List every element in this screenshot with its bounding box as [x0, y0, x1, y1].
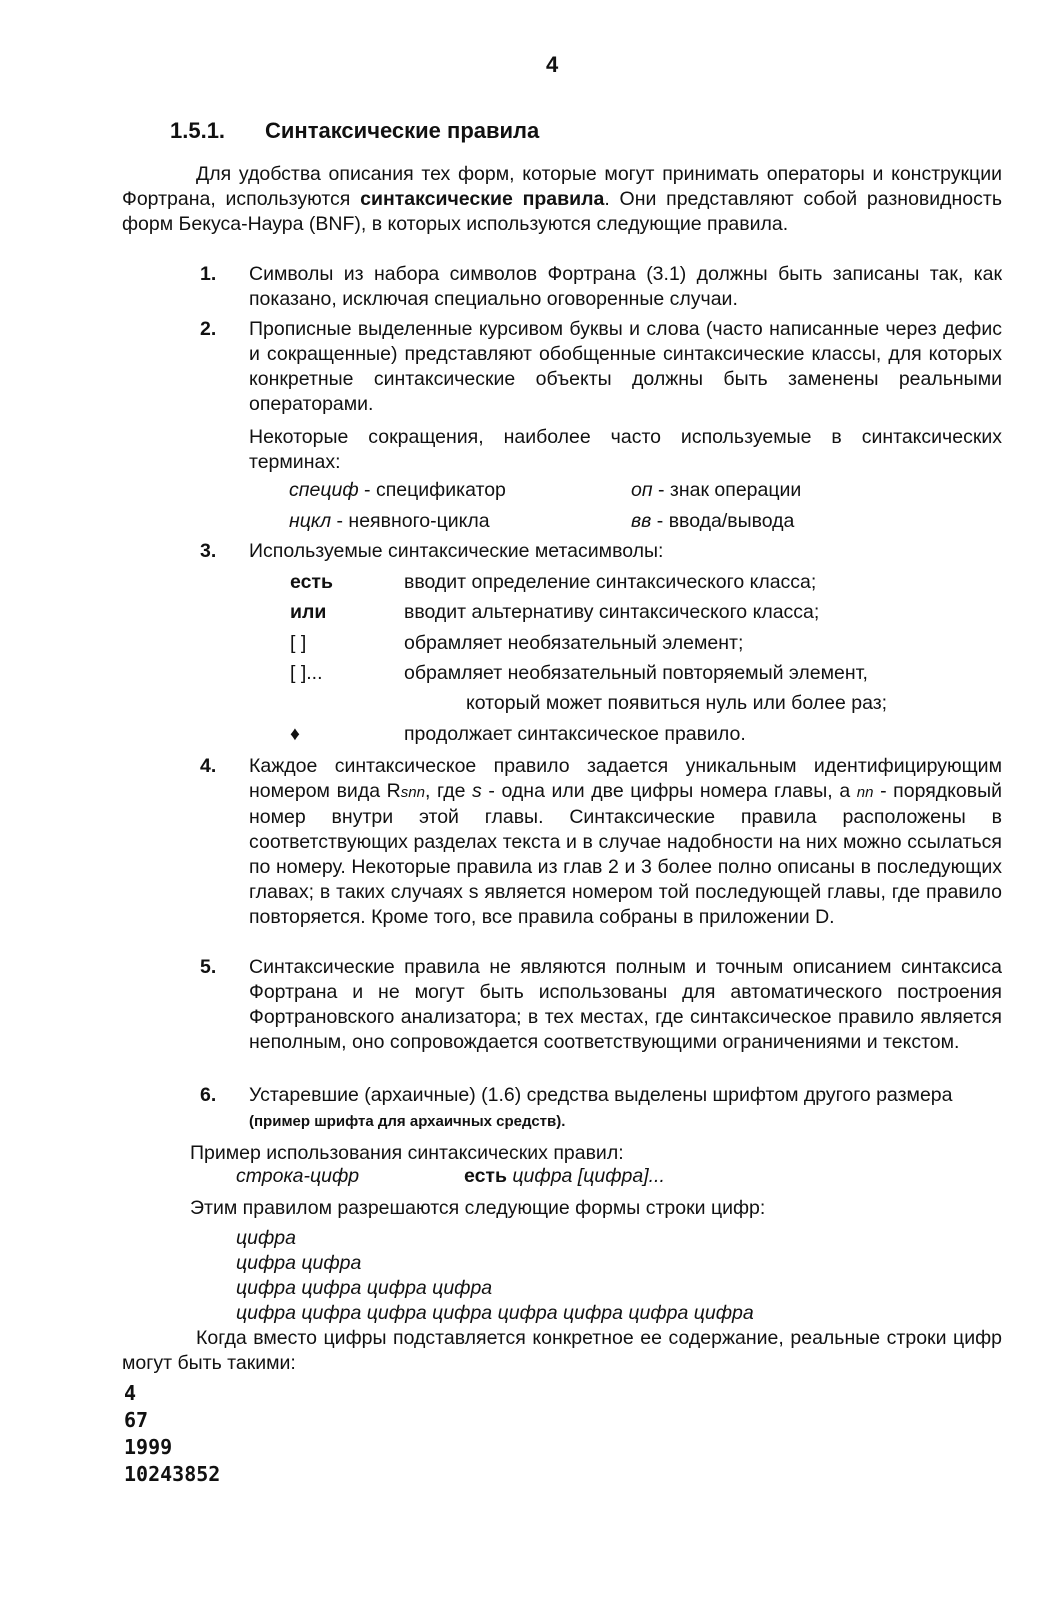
rule-item-3 — [200, 539, 1002, 564]
rule-item-4 — [200, 754, 1002, 930]
form-line: цифра — [236, 1227, 296, 1249]
item-text: Символы из набора символов Фортрана (3.1) должны быть записаны так, как показано, исключая специально оговоренные случаи. — [249, 263, 1002, 310]
item-number: 3. — [200, 540, 217, 562]
intro-text-1: Для удобства описания тех форм, которые могут принимать операторы и конструкции Фортрана, используются — [122, 163, 1002, 210]
digit-string: 67 — [124, 1408, 149, 1432]
example-intro: Пример использования синтаксических правил: — [190, 1142, 624, 1164]
item-text: Прописные выделенные курсивом буквы и слова (часто написанные через дефис и сокращенные) представляют обобщенные синтаксические классы, для которых конкретные синтаксические объекты должны быть заменены реальными операторами. — [249, 318, 1002, 415]
item-text-2: Некоторые сокращения, наиболее часто используемые в синтаксических терминах: — [249, 426, 1002, 473]
concrete-intro: Когда вместо цифры подставляется конкретное ее содержание, реальные строки цифр могут быть такими: — [122, 1327, 1002, 1374]
digit-string: 4 — [124, 1381, 137, 1405]
rule-item-1 — [200, 262, 1002, 312]
digit-string: 1999 — [124, 1435, 173, 1459]
item-number: 6. — [200, 1084, 217, 1106]
item-text: Каждое синтаксическое правило задается уникальным идентифицирующим номером вида Rsnn, где s - одна или две цифры номера главы, а nn - порядковый номер внутри этой главы. Синтаксические правила расположены в соответствующих разделах текста и в случае надобности на них можно ссылаться по номеру. Некоторые правила из глав 2 и 3 более полно описаны в последующих главах; в таких случаях s является номером той последующей главы, где правило повторяется. Кроме того, все правила собраны в приложении D. — [249, 755, 1003, 928]
intro-paragraph — [122, 162, 1002, 237]
abbreviation-entry: оп - знак операции — [631, 479, 802, 501]
form-line: цифра цифра цифра цифра цифра цифра цифра цифра — [236, 1302, 754, 1324]
section-heading — [170, 118, 539, 144]
item-number: 2. — [200, 318, 217, 340]
rule-item-5 — [200, 955, 1002, 1055]
form-line: цифра цифра — [236, 1252, 362, 1274]
abbreviation-entry: нцкл - неявного-цикла — [289, 510, 490, 532]
item-number: 5. — [200, 956, 217, 978]
item-text: Используемые синтаксические метасимволы: — [249, 540, 664, 562]
intro-term: синтаксические правила — [360, 188, 605, 210]
section-number: 1.5.1. — [170, 118, 226, 143]
rule-item-2 — [200, 317, 1002, 475]
item-number: 4. — [200, 755, 217, 777]
digit-strings — [124, 1380, 220, 1488]
item-text: Синтаксические правила не являются полным и точным описанием синтаксиса Фортрана и не могут быть использованы для автоматического построения Фортрановского анализатора; в тех местах, где синтаксическое правило является неполным, оно сопровождается соответствующими ограничениями и текстом. — [249, 956, 1002, 1053]
form-line: цифра цифра цифра цифра — [236, 1277, 493, 1299]
forms-intro: Этим правилом разрешаются следующие формы строки цифр: — [190, 1197, 766, 1219]
item-number: 1. — [200, 263, 217, 285]
intro-text-2: . Они представляют собой разновидность форм Бекуса-Наура (BNF), в которых используются следующие правила. — [122, 188, 1002, 235]
example-rule: строка-цифр есть цифра [цифра]... — [236, 1165, 665, 1187]
digit-string: 10243852 — [124, 1462, 221, 1486]
abbreviation-entry: специф - спецификатор — [289, 479, 506, 501]
rule-item-6 — [200, 1083, 1002, 1134]
section-title: Синтаксические правила — [265, 118, 540, 143]
document-page: 4 1.5.1. Синтаксические правила Для удобства описания тех форм, которые могут принимать операторы и конструкции Фортрана, используются синтаксические правила. Они представляют собой разновидность форм Бекуса-Наура (BNF), в которых используются следующие правила. 1. Символы из набора символов Фортрана (3.1) должны быть записаны так, как показано, исключая специально оговоренные случаи. 2. Прописные выделенные курсивом буквы и слова (часто написанные через дефис и сокращенные) представляют обобщенные синтаксические классы, для которых конкретные синтаксические объекты должны быть заменены реальными операторами. Некоторые сокращения, наиболее часто используемые в синтаксических терминах: специф - спецификатор оп - знак операции нцкл - неявного-цикла вв - ввода/вывода 3. Используемые синтаксические метасимволы: есть вводит определение синтаксического класса; или вводит альтернативу синтаксического класса; [ ] обрамляет необязательный элемент; [ ]... обрамляет необязательный повторяемый элемент, который может появиться нуль или более раз; ♦ продолжает синтаксическое правило. 4. Каждое синтаксическое правило задается уникальным идентифицирующим номером вида Rsnn, где s - одна или две цифры номера главы, а nn - порядковый номер внутри этой главы. Синтаксические правила расположены в соответствующих разделах текста и в случае надобности на них можно ссылаться по номеру. Некоторые правила из глав 2 и 3 более полно описаны в последующих главах; в таких случаях s является номером той последующей главы, где правило повторяется. Кроме того, все правила собраны в приложении D. 5. Синтаксические правила не являются полным и точным описанием синтаксиса Фортрана и не могут быть использованы для автоматического построения Фортрановского анализатора; в тех местах, где синтаксическое правило является неполным, оно сопровождается соответствующими ограничениями и текстом. 6. Устаревшие (архаичные) (1.6) средства выделены шрифтом другого размера (пример шрифта для архаичных средств). Пример использования синтаксических правил: строка-цифр есть цифра [цифра]... Этим правилом разрешаются следующие формы строки цифр: цифра цифра цифра цифра цифра цифра цифра цифра цифра цифра цифра цифра цифра цифра цифра Когда вместо цифры подставляется конкретное ее содержание, реальные строки цифр могут быть такими: 4 67 1999 10243852 — [122, 52, 1003, 1486]
abbreviation-entry: вв - ввода/вывода — [631, 510, 795, 532]
diamond-icon: ♦ — [290, 723, 300, 745]
item-text: Устаревшие (архаичные) (1.6) средства выделены шрифтом другого размера (пример шрифта для архаичных средств). — [249, 1084, 953, 1130]
page-number: 4 — [546, 52, 559, 77]
